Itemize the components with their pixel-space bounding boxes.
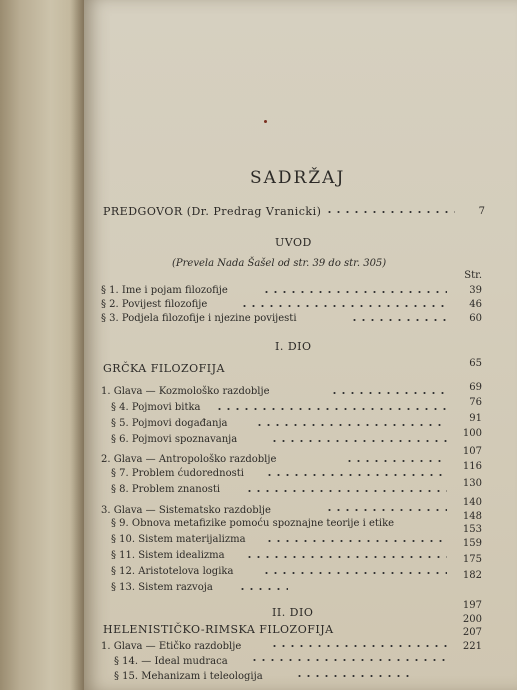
toc-item-page: 76 <box>469 397 482 408</box>
chapter-page: 69 <box>469 382 482 393</box>
preface-label: PREDGOVOR (Dr. Predrag Vranicki) <box>103 205 322 218</box>
part1-heading: I. DIO <box>275 340 312 353</box>
chapter-label: 1. Glava — Kozmološko razdoblje <box>101 386 270 397</box>
part2-section-page: 200 <box>462 614 482 625</box>
page-column-label: Str. <box>464 270 482 281</box>
toc-item: § 13. Sistem razvoja <box>111 582 213 593</box>
dot-leader <box>270 641 447 651</box>
dot-leader <box>262 568 447 578</box>
toc-item-page: 46 <box>469 299 482 310</box>
toc-item-page: 221 <box>462 641 482 652</box>
dot-leader <box>262 287 447 297</box>
dot-leader <box>245 552 447 562</box>
toc-item: § 14. — Ideal mudraca <box>114 656 228 667</box>
toc-item-page: 60 <box>469 313 482 324</box>
dot-leader <box>240 301 447 311</box>
toc-item-page: 91 <box>469 413 482 424</box>
toc-item-page: 159 <box>462 538 482 549</box>
toc-item: § 6. Pojmovi spoznavanja <box>111 434 238 445</box>
chapter-label: 2. Glava — Antropološko razdoblje <box>101 454 277 465</box>
dot-leader <box>245 486 447 496</box>
toc-item-page: 130 <box>462 478 482 489</box>
toc-item-page: 39 <box>469 285 482 296</box>
dot-leader <box>270 436 447 446</box>
part1-section-title: GRČKA FILOZOFIJA <box>103 362 225 375</box>
dot-leader <box>238 584 288 594</box>
toc-item-page: 148 <box>462 511 482 522</box>
chapter-page: 140 <box>462 497 482 508</box>
toc-item: § 9. Obnova metafizike pomoću spoznajne teorije i etike <box>111 518 395 529</box>
chapter-page: 107 <box>462 446 482 457</box>
toc-item: § 7. Problem ćudorednosti <box>111 468 244 479</box>
dot-leader <box>295 671 415 681</box>
part2-section-title: HELENISTIČKO-RIMSKA FILOZOFIJA <box>103 623 334 636</box>
paper-stain <box>264 120 267 123</box>
dot-leader <box>345 456 447 466</box>
toc-item-page: 175 <box>462 554 482 565</box>
toc-item: § 1. Ime i pojam filozofije <box>101 285 228 296</box>
toc-item: § 8. Problem znanosti <box>111 484 221 495</box>
toc-item: § 12. Aristotelova logika <box>111 566 234 577</box>
dot-leader <box>350 315 447 325</box>
dot-leader <box>265 470 447 480</box>
intro-translator: (Prevela Nada Šašel od str. 39 do str. 305) <box>172 258 387 269</box>
dot-leader <box>325 207 455 217</box>
toc-item: § 2. Povijest filozofije <box>101 299 208 310</box>
toc-item-page: 182 <box>462 570 482 581</box>
toc-item-page: 100 <box>462 428 482 439</box>
part1-section-page: 65 <box>469 358 482 369</box>
toc-item: § 10. Sistem materijalizma <box>111 534 246 545</box>
dot-leader <box>215 404 447 414</box>
chapter-label: 3. Glava — Sistematsko razdoblje <box>101 505 271 516</box>
toc-item: § 11. Sistem idealizma <box>111 550 225 561</box>
toc-title: SADRŽAJ <box>250 168 346 188</box>
toc-item: § 5. Pojmovi događanja <box>111 418 228 429</box>
preface-page: 7 <box>478 206 485 217</box>
dot-leader <box>330 388 447 398</box>
chapter-page: 207 <box>462 627 482 638</box>
part2-heading-page: 197 <box>462 600 482 611</box>
part2-heading: II. DIO <box>272 606 314 619</box>
intro-heading: UVOD <box>275 236 312 249</box>
dot-leader <box>265 536 447 546</box>
toc-item: § 3. Podjela filozofije i njezine povijesti <box>101 313 297 324</box>
toc-item: § 15. Mehanizam i teleologija <box>114 671 263 682</box>
dot-leader <box>255 420 447 430</box>
dot-leader <box>325 505 447 515</box>
dot-leader <box>250 655 447 665</box>
toc-item-page: 116 <box>462 461 482 472</box>
chapter-label: 1. Glava — Etičko razdoblje <box>101 641 242 652</box>
toc-item: § 4. Pojmovi bitka <box>111 402 201 413</box>
toc-item-page-extra: 153 <box>462 524 482 535</box>
